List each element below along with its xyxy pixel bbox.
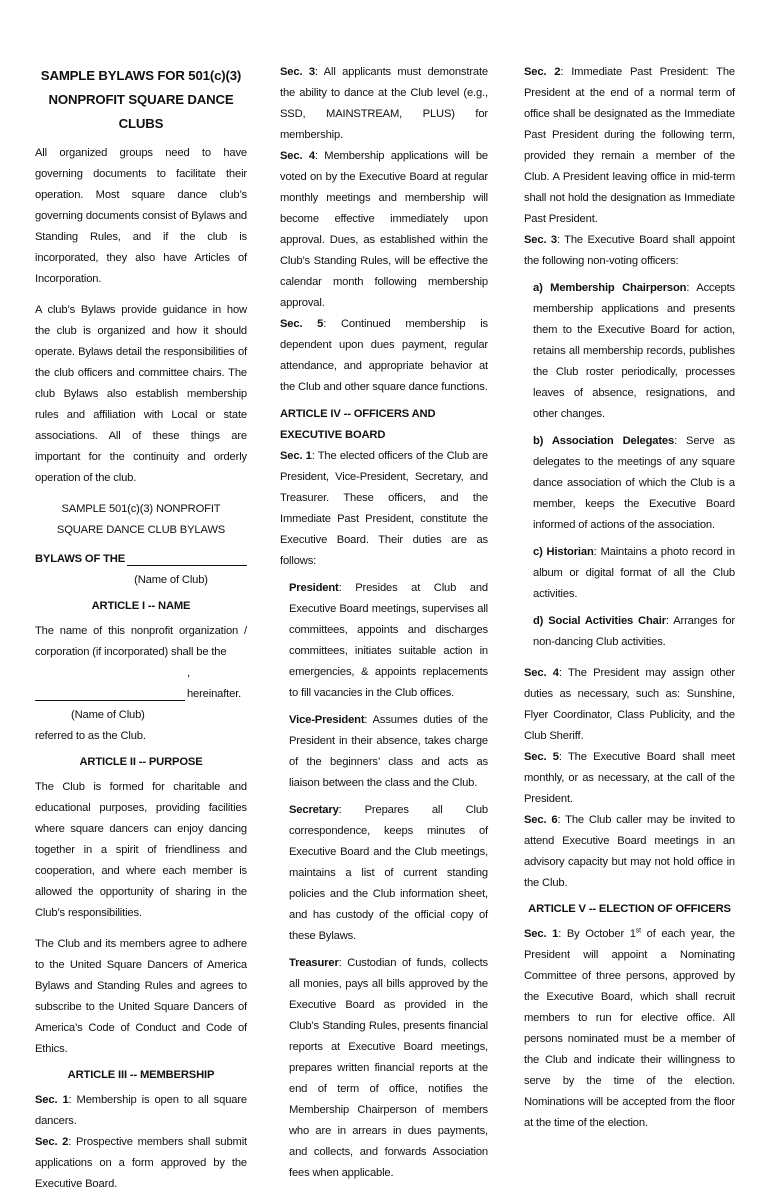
a4-sec-2 — [524, 62, 735, 230]
club-name-blank — [127, 552, 247, 566]
title-line-1: SAMPLE BYLAWS FOR 501(c)(3) — [40, 68, 242, 83]
referred-text: referred to as the Club. — [35, 730, 146, 742]
treasurer-duties — [280, 953, 488, 1184]
historian-duties — [524, 542, 735, 605]
column-2 — [280, 62, 488, 1184]
a3-sec-4 — [280, 146, 488, 314]
a3-sec-2 — [35, 1132, 247, 1195]
historian-label: c) Historian — [533, 546, 594, 558]
article-1-text: The name of this nonprofit organization / corporation (if incorporated) shall be the — [35, 625, 247, 658]
secretary-label: Secretary — [289, 804, 339, 816]
bylaws-of-the-label: BYLAWS OF THE — [35, 553, 126, 565]
a4-sec-4 — [524, 663, 735, 747]
treasurer-label: Treasurer — [289, 957, 339, 969]
a3-sec-2-label: Sec. 2 — [35, 1136, 69, 1148]
intro-paragraph-2: A club’s Bylaws provide guidance in how the club is organized and how it should operate. Bylaws detail the responsibilities of the club officers and committee chairs. The club Bylaws also establish membership rules and affiliation with Local or state associations. All of these things are important for the continuity and orderly operation of the club. — [35, 304, 247, 484]
a4-sec-5-label: Sec. 5 — [524, 751, 559, 763]
title-line-2: NONPROFIT SQUARE DANCE CLUBS — [48, 92, 234, 131]
bylaws-subtitle — [35, 499, 247, 541]
membership-chair-duties — [524, 278, 735, 425]
a4-sec-1-label: Sec. 1 — [280, 450, 312, 462]
association-delegates-label: b) Association Delegates — [533, 435, 675, 447]
secretary-duties — [280, 800, 488, 947]
social-chair-label: d) Social Activities Chair — [533, 615, 666, 627]
a3-sec-5 — [280, 314, 488, 398]
a4-sec-6-label: Sec. 6 — [524, 814, 558, 826]
club-name-blank-2 — [35, 687, 185, 701]
a3-sec-4-label: Sec. 4 — [280, 150, 315, 162]
article-3-heading: ARTICLE III -- MEMBERSHIP — [67, 1069, 215, 1081]
name-of-club-caption: (Name of Club) — [134, 574, 208, 586]
a5-sec-1-pre: : By October 1 — [558, 928, 636, 940]
a3-sec-1-text: : Membership is open to all square dancers. — [35, 1094, 247, 1127]
a3-sec-5-label: Sec. 5 — [280, 318, 324, 330]
hereinafter-text: , hereinafter. — [186, 667, 242, 700]
a3-sec-5-text: : Continued membership is dependent upon dues payment, regular attendance, and appropriate behavior at the Club and other square dance functions. — [280, 318, 488, 393]
vice-president-label: Vice-President — [289, 714, 365, 726]
vice-president-duties — [280, 710, 488, 794]
historian-text: : Maintains a photo record in album or digital format of all the Club activities. — [533, 546, 735, 600]
a3-sec-4-text: : Membership applications will be voted on by the Executive Board at regular monthly meetings and membership will become effective immediately upon approval. Dues, as established within the Club’s Standing Rules, will be effective the calendar month following membership approval. — [280, 150, 488, 309]
article-2-paragraph-1: The Club is formed for charitable and educational purposes, providing facilities where square dancers can enjoy dancing together in a spirit of friendliness and cooperation, and where each member is allowed the opportunity of sharing in the Club’s responsibilities. — [35, 781, 247, 919]
a3-sec-3-text: : All applicants must demonstrate the ability to dance at the Club level (e.g., SSD, MAINSTREAM, PLUS) for membership. — [280, 66, 488, 141]
name-of-club-caption-2: (Name of Club) — [71, 709, 145, 721]
a4-sec-3-text: : The Executive Board shall appoint the following non-voting officers: — [524, 234, 735, 267]
a4-sec-2-text: : Immediate Past President: The President at the end of a normal term of office shall be designated as the Immediate Past President during the following term, provided they remain a member of the Club. A President leaving office in mid-term shall not hold the designation as Immediate Past President. — [524, 66, 736, 225]
a4-sec-6 — [524, 810, 735, 894]
a3-sec-2-text: : Prospective members shall submit applications on a form approved by the Executive Board. — [35, 1136, 247, 1190]
article-2-paragraph-2: The Club and its members agree to adhere to the United Square Dancers of America Bylaws and Standing Rules and agrees to subscribe to the United Square Dancers of America’s Code of Conduct and Code of Ethics. — [35, 938, 247, 1055]
a4-sec-4-text: : The President may assign other duties as necessary, such as: Sunshine, Flyer Coordinator, Class Publicity, and the Club Sheriff. — [524, 667, 735, 742]
a4-sec-6-text: : The Club caller may be invited to attend Executive Board meetings in an advisory capacity but may not hold office in the Club. — [524, 814, 735, 889]
intro-paragraph-1: All organized groups need to have governing documents to facilitate their operation. Most square dance club’s governing documents consist of Bylaws and Standing Rules, and if the club is incorporated, they also have Articles of Incorporation. — [35, 147, 247, 285]
a5-sec-1-label: Sec. 1 — [524, 928, 559, 940]
document-title — [35, 64, 247, 136]
a3-sec-1 — [35, 1090, 247, 1132]
secretary-text: : Prepares all Club correspondence, keeps minutes of Executive Board and the Club meetings, maintains a list of current standing policies and the Club information sheet, and has custody of the official copy of these Bylaws. — [289, 804, 488, 942]
article-5-heading: ARTICLE V -- ELECTION OF OFFICERS — [528, 903, 731, 915]
bylaws-of-the-row — [35, 549, 247, 570]
a4-sec-5 — [524, 747, 735, 810]
article-4-heading: ARTICLE IV -- OFFICERS AND EXECUTIVE BOARD — [280, 408, 436, 441]
vice-president-text: : Assumes duties of the President in their absence, takes charge of the beginners’ class and acts as liaison between the class and the Club. — [289, 714, 488, 789]
treasurer-text: : Custodian of funds, collects all monies, pays all bills approved by the Executive Board as provided in the Club’s Standing Rules, presents financial reports at Executive Board meetings, prepares written financial reports at the end of term of office, notifies the Membership Chairperson of members who are in arrears in dues payments, and collects, and forwards Association fees when applicable. — [289, 957, 488, 1179]
a4-sec-3-label: Sec. 3 — [524, 234, 557, 246]
a3-sec-3 — [280, 62, 488, 146]
column-1 — [35, 62, 247, 1195]
social-chair-duties — [524, 611, 735, 653]
a4-sec-1-text: : The elected officers of the Club are President, Vice-President, Secretary, and Treasurer. These officers, and the Immediate Past President, constitute the Executive Board. Their duties are as follows: — [280, 450, 488, 567]
a3-sec-1-label: Sec. 1 — [35, 1094, 69, 1106]
hereinafter-row — [35, 663, 247, 705]
association-delegates-text: : Serve as delegates to the meetings of any square dance association of which the Club is a member, keeps the Executive Board informed of actions of the association. — [533, 435, 735, 531]
subtitle-line-2: SQUARE DANCE CLUB BYLAWS — [56, 524, 226, 536]
a5-sec-1-sup: st — [635, 927, 641, 935]
a3-sec-3-label: Sec. 3 — [280, 66, 315, 78]
a5-sec-1 — [524, 924, 735, 1134]
a4-sec-4-label: Sec. 4 — [524, 667, 559, 679]
column-3 — [524, 62, 735, 1134]
article-2-heading: ARTICLE II -- PURPOSE — [79, 756, 203, 768]
a4-sec-2-label: Sec. 2 — [524, 66, 561, 78]
subtitle-line-1: SAMPLE 501(c)(3) NONPROFIT — [61, 503, 221, 515]
membership-chair-label: a) Membership Chairperson — [533, 282, 687, 294]
president-label: President — [289, 582, 339, 594]
a5-sec-1-text: of each year, the President will appoint a Nominating Committee of three persons, approved by the Executive Board, which shall recruit members to run for elective office. All persons nominated must be a member of the Club and indicate their willingness to serve by the time of the election. Nominations will be accepted from the floor at the time of the election. — [524, 928, 736, 1129]
president-text: : Presides at Club and Executive Board meetings, supervises all committees, appoints and discharges committees, initiates suitable action in emergencies, & appoints replacements to fill vacancies in the Club offices. — [289, 582, 488, 699]
membership-chair-text: : Accepts membership applications and presents them to the Executive Board for action, retains all membership records, publishes the Club roster periodically, processes leaves of absence, resignations, and other changes. — [533, 282, 735, 420]
a4-sec-5-text: : The Executive Board shall meet monthly, or as necessary, at the call of the President. — [524, 751, 735, 805]
a4-sec-1 — [280, 446, 488, 572]
a4-sec-3 — [524, 230, 735, 272]
social-chair-text: : Arranges for non-dancing Club activities. — [533, 615, 735, 648]
president-duties — [280, 578, 488, 704]
article-1-heading: ARTICLE I -- NAME — [91, 600, 191, 612]
association-delegates-duties — [524, 431, 735, 536]
